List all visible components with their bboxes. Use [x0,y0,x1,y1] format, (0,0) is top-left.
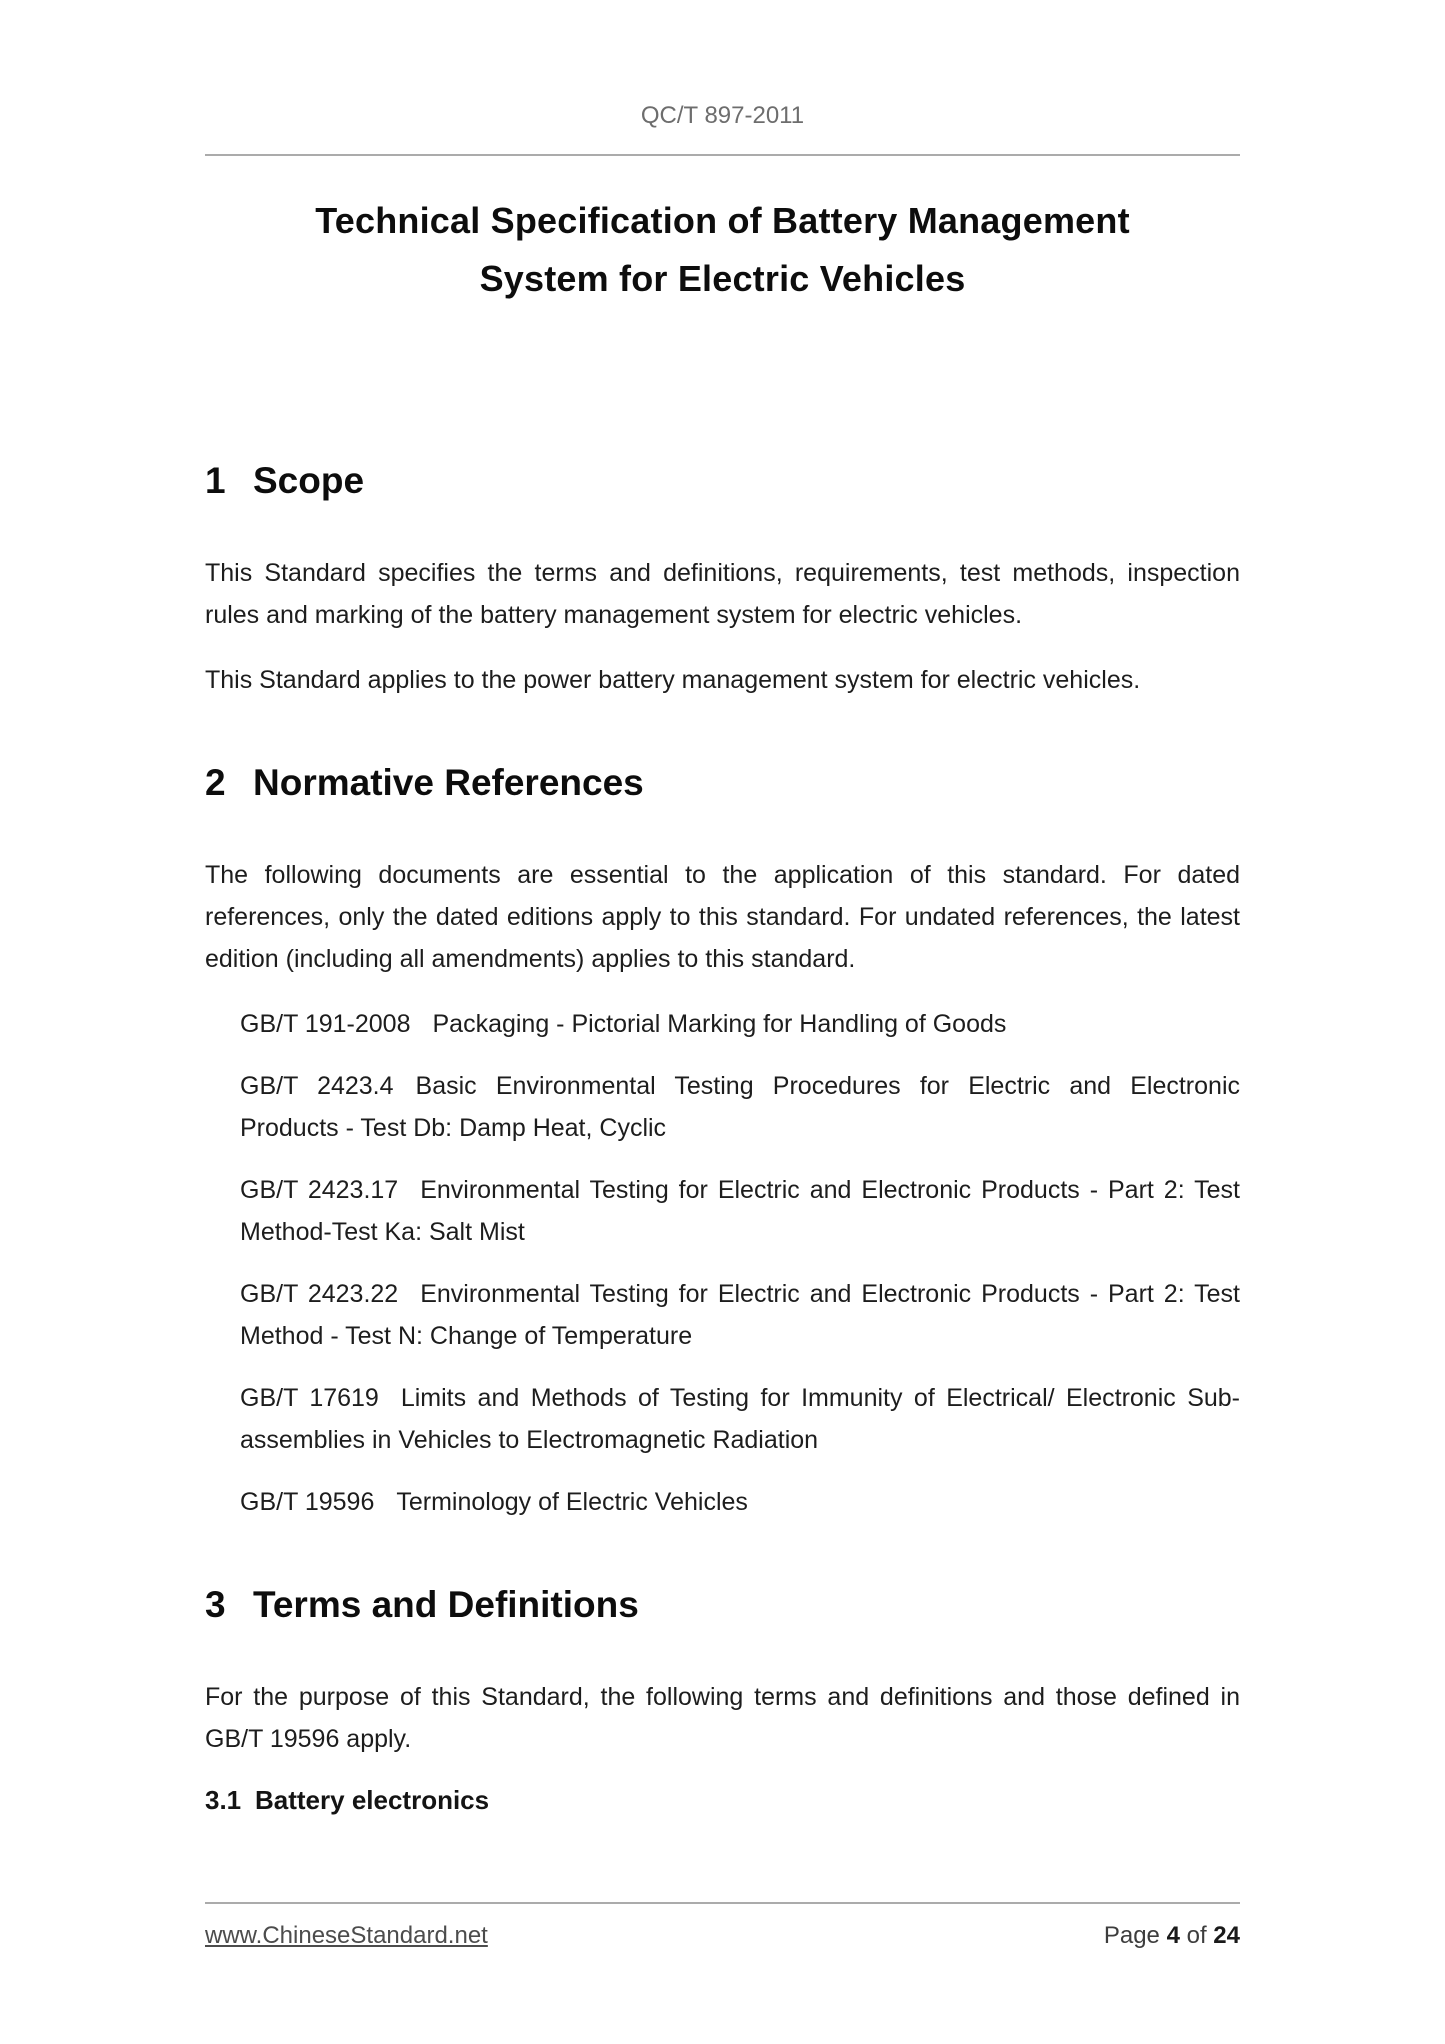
reference-title: Basic Environmental Testing Procedures for Electric and Electronic Products - Test Db: Damp Heat, Cyclic [240,1072,1240,1142]
subsection-number: 3.1 [205,1785,242,1815]
reference-item [240,1377,1240,1461]
reference-title: Packaging - Pictorial Marking for Handling of Goods [432,1010,1007,1038]
document-title-line2: System for Electric Vehicles [479,258,966,299]
section-title: Terms and Definitions [253,1584,639,1625]
standard-number-header: QC/T 897-2011 [640,102,805,129]
reference-title: Limits and Methods of Testing for Immunity of Electrical/ Electronic Sub-assemblies in Vehicles to Electromagnetic Radiation [240,1384,1240,1454]
reference-label: GB/T 17619 [240,1384,379,1412]
section-number: 1 [205,460,226,501]
total-page-number: 24 [1213,1922,1240,1949]
reference-label: GB/T 2423.4 [240,1072,394,1100]
terms-intro-paragraph: For the purpose of this Standard, the following terms and definitions and those defined in GB/T 19596 apply. [205,1683,1240,1753]
reference-title: Environmental Testing for Electric and Electronic Products - Part 2: Test Method-Test Ka: Salt Mist [240,1176,1240,1246]
reference-title: Terminology of Electric Vehicles [396,1488,748,1516]
section-number: 2 [205,762,226,803]
reference-label: GB/T 19596 [240,1488,375,1516]
page-prefix: Page [1103,1922,1160,1949]
reference-list [205,1003,1240,1523]
section-title: Scope [253,460,365,501]
subsection-title: Battery electronics [255,1785,490,1815]
header-divider [205,154,1240,156]
reference-item [240,1481,1240,1523]
section-heading-terms-definitions [205,1582,1240,1628]
page-indicator [1104,1922,1240,1950]
section-title: Normative References [253,762,644,803]
website-link[interactable]: www.ChineseStandard.net [205,1922,488,1949]
reference-item [240,1065,1240,1149]
page-infix: of [1186,1922,1207,1949]
reference-label: GB/T 191-2008 [240,1010,411,1038]
document-title-line1: Technical Specification of Battery Management [315,200,1130,241]
scope-paragraph-1: This Standard specifies the terms and definitions, requirements, test methods, inspection rules and marking of the battery management system for electric vehicles. [205,559,1240,629]
section-heading-scope [205,458,1240,504]
page-footer [205,1902,1240,1950]
reference-label: GB/T 2423.17 [240,1176,399,1204]
document-title [205,192,1240,308]
reference-title: Environmental Testing for Electric and Electronic Products - Part 2: Test Method - Test N: Change of Temperature [240,1280,1240,1350]
normative-intro-paragraph: The following documents are essential to the application of this standard. For dated references, only the dated editions apply to this standard. For undated references, the latest edition (including all amendments) applies to this standard. [205,861,1240,973]
section-number: 3 [205,1584,226,1625]
scope-paragraph-2: This Standard applies to the power battery management system for electric vehicles. [205,666,1141,694]
current-page-number: 4 [1166,1922,1180,1949]
subsection-heading-battery-electronics [205,1783,1240,1817]
reference-item [240,1169,1240,1253]
section-heading-normative-references [205,760,1240,806]
reference-item [240,1273,1240,1357]
reference-label: GB/T 2423.22 [240,1280,399,1308]
reference-item [240,1003,1240,1045]
